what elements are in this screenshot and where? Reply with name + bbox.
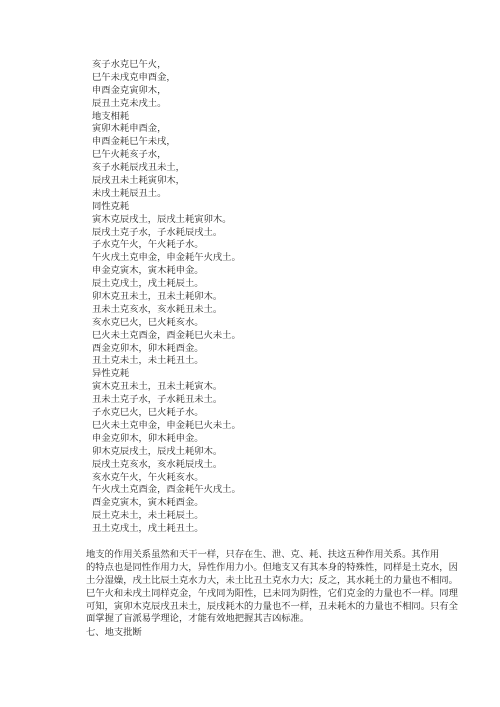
text-line: 辰丑土克未戌土。 — [92, 97, 167, 109]
text-line: 亥水克巳火，巳火耗亥水。 — [92, 316, 204, 328]
text-line: 异性克耗 — [92, 368, 130, 380]
text-line: 亥子水克巳午火， — [92, 59, 167, 70]
paragraph-line: 巳午火和未戌土同样克金，午戌同为阳性，巳未同为阴性，它们克金的力量也不一样。同理 — [86, 587, 458, 599]
text-line: 午火戌土克酉金，酉金耗午火戌土。 — [92, 484, 241, 496]
text-line: 丑未土克亥水，亥水耗丑未土。 — [92, 303, 223, 315]
section-title: 七、地支批断 — [86, 627, 142, 638]
text-line: 申酉金耗巳午未戌， — [92, 136, 176, 148]
text-line: 寅卯木耗申酉金， — [92, 123, 167, 135]
text-line: 辰土克戌土，戌土耗辰土。 — [92, 278, 204, 290]
text-line: 辰戌土克亥水，亥水耗辰戌土。 — [92, 458, 223, 470]
text-line: 午火戌土克申金，申金耗午火戌土。 — [92, 252, 241, 264]
text-line: 子水克巳火，巳火耗子水。 — [92, 407, 204, 419]
paragraph-line: 的特点也是同性作用力大，异性作用力小。但地支又有其本身的特殊性，同样是土克水，因 — [86, 561, 458, 573]
text-line: 酉金克卯木，卯木耗酉金。 — [92, 342, 204, 354]
text-line: 同性克耗 — [92, 200, 130, 212]
relation-lines — [92, 59, 452, 536]
text-line: 辰土克未土，未土耗辰土。 — [92, 510, 204, 522]
paragraph-line: 面掌握了盲派易学理论，才能有效地把握其吉凶标准。 — [86, 613, 310, 625]
text-line: 巳火未土克酉金，酉金耗巳火未土。 — [92, 329, 241, 341]
paragraph-line: 地支的作用关系虽然和天干一样，只存在生、泄、克、耗、扶这五种作用关系。其作用 — [86, 549, 440, 560]
text-line: 辰戌丑未土耗寅卯木， — [92, 175, 185, 187]
text-line: 申金克寅木，寅木耗申金。 — [92, 265, 204, 277]
text-line: 卯木克丑未土，丑未土耗卯木。 — [92, 291, 223, 303]
text-line: 未戌土耗辰丑土。 — [92, 187, 167, 199]
text-line: 丑土克未土，未土耗丑土。 — [92, 355, 204, 367]
paragraph-line: 可知，寅卯木克辰戌丑未土，辰戌耗木的力量也不一样，丑未耗木的力量也不相同。只有全 — [86, 600, 458, 612]
text-line: 申金克卯木，卯木耗申金。 — [92, 432, 204, 444]
text-line: 丑未土克子水，子水耗丑未土。 — [92, 394, 223, 406]
text-line: 辰戌土克子水，子水耗辰戌土。 — [92, 226, 223, 238]
text-line: 子水克午火，午火耗子水。 — [92, 239, 204, 251]
text-line: 申酉金克寅卯木， — [92, 84, 167, 96]
text-line: 酉金克寅木，寅木耗酉金。 — [92, 497, 204, 509]
text-line: 卯木克辰戌土，辰戌土耗卯木。 — [92, 445, 223, 457]
paragraph-line: 土分湿燥，戌土比辰土克水力大，未土比丑土克水力大；反之，其水耗土的力量也不相同。 — [86, 574, 458, 586]
text-line: 巳火未土克申金，申金耗巳火未土。 — [92, 419, 241, 431]
text-line: 巳午未戌克申酉金， — [92, 71, 176, 83]
text-line: 丑土克戌土，戌土耗丑土。 — [92, 523, 204, 535]
summary-paragraph — [86, 549, 458, 626]
text-line: 地支相耗 — [92, 110, 130, 122]
text-line: 亥子水耗辰戌丑未土， — [92, 162, 185, 174]
text-line: 亥水克午火，午火耗亥水。 — [92, 471, 204, 483]
text-line: 巳午火耗亥子水， — [92, 149, 167, 161]
text-line: 寅木克辰戌土，辰戌土耗寅卯木。 — [92, 213, 232, 225]
text-line: 寅木克丑未土，丑未土耗寅木。 — [92, 381, 223, 393]
